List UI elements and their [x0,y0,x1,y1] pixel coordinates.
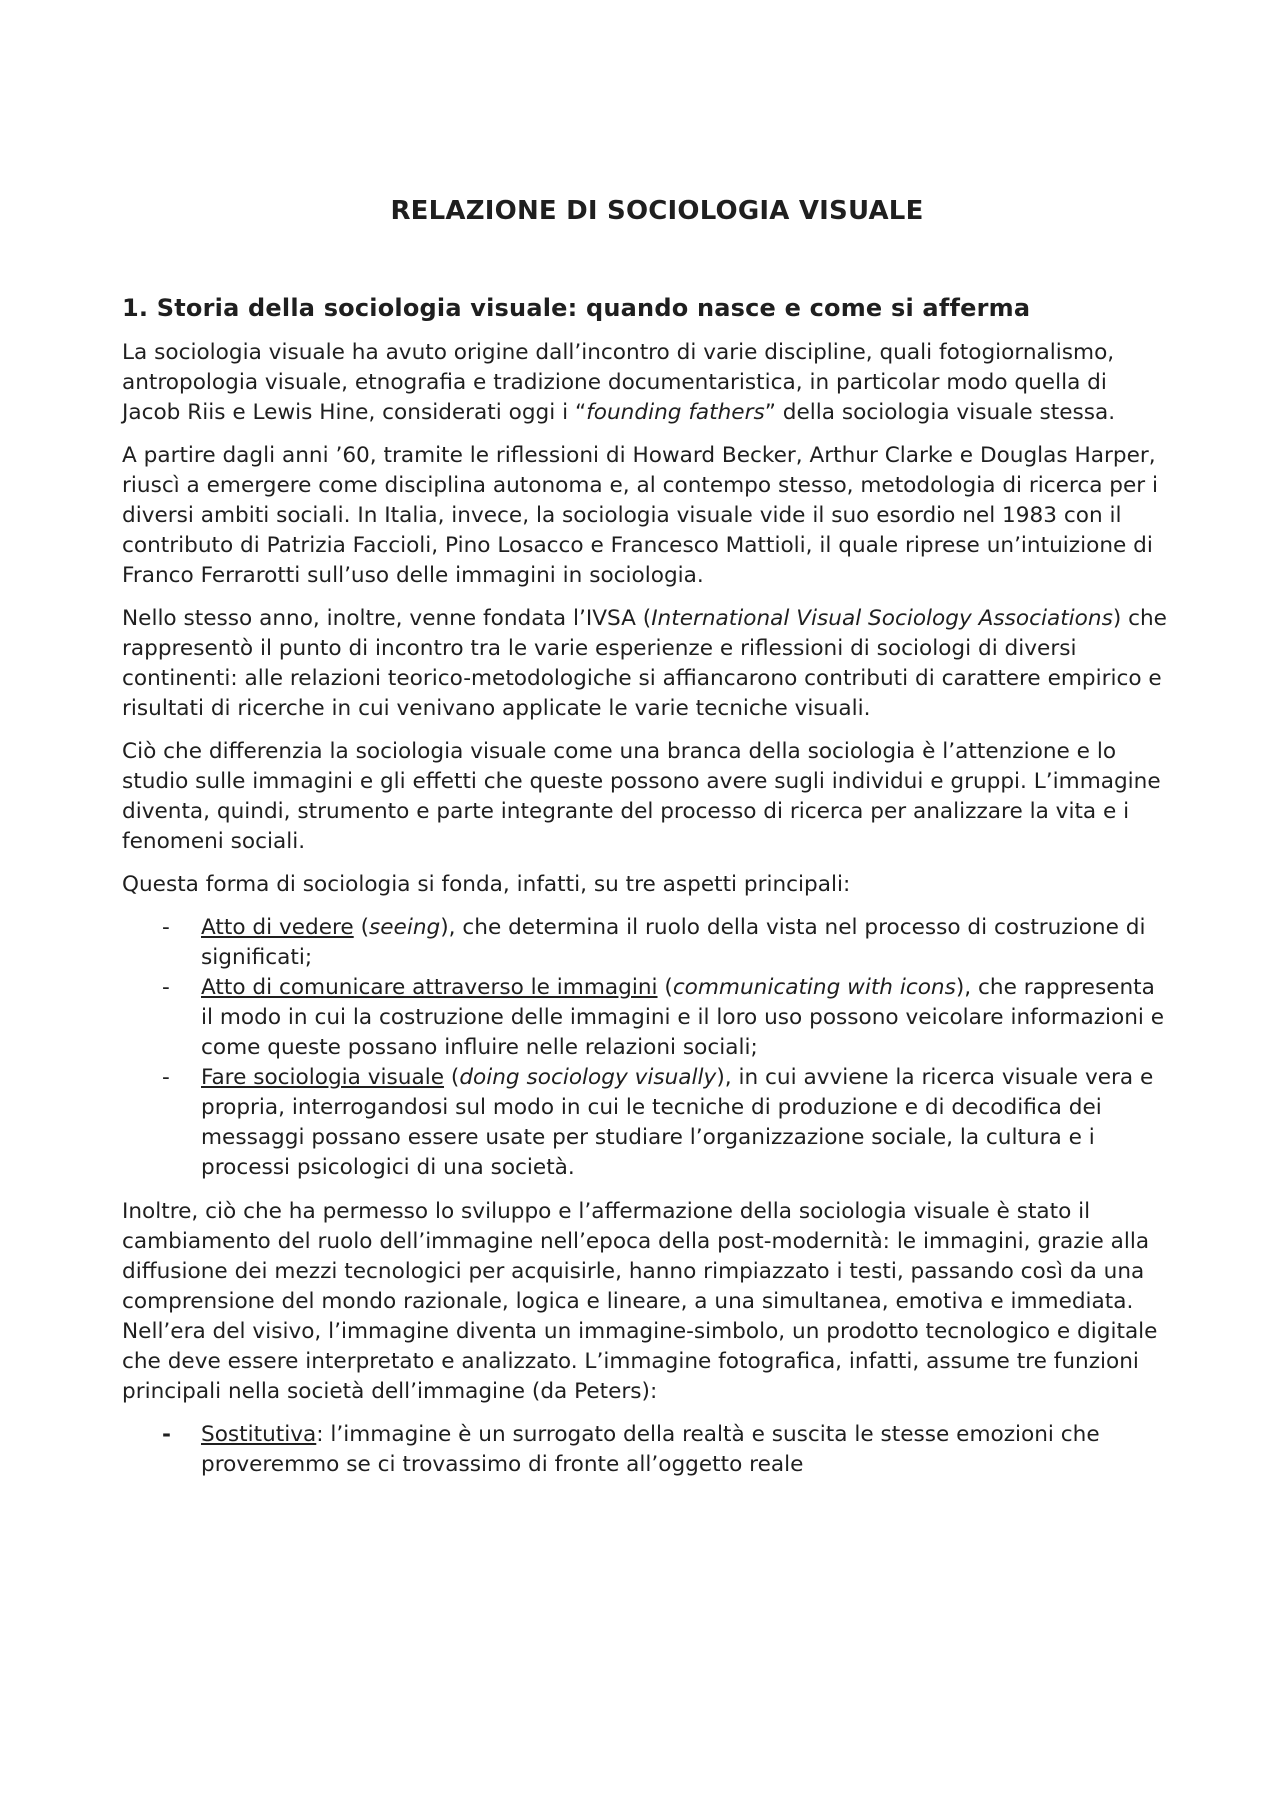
list-item: - Sostitutiva: l’immagine è un surrogato della realtà e suscita le stesse emozioni che proveremmo se ci trovassimo di fronte all’oggetto reale [162,1422,1100,1477]
aspects-list [122,913,1172,1183]
list-item: - Fare sociologia visuale (doing sociology visually), in cui avviene la ricerca visuale vera e propria, interrogandosi sul modo in cui le tecniche di produzione e di decodifica dei messaggi possano essere usate per studiare l’organizzazione sociale, la cultura e i processi psicologici di una società. [162,1065,1154,1180]
underlined-term: Atto di vedere [201,915,354,940]
dash-bullet: - [162,975,170,1000]
italic-term: International Visual Sociology Associations [651,606,1113,631]
list-item: - Atto di comunicare attraverso le immagini (communicating with icons), che rappresenta il modo in cui la costruzione delle immagini e il loro uso possono veicolare informazioni e come queste possano influire nelle relazioni sociali; [162,975,1165,1060]
document-page [122,196,1172,1494]
italic-term: communicating with icons [672,975,956,1000]
italic-term: seeing [369,915,441,940]
paragraph-postmodernity: Inoltre, ciò che ha permesso lo sviluppo e l’affermazione della sociologia visuale è stato il cambiamento del ruolo dell’immagine nell’epoca della post-modernità: le immagini, grazie alla diffusione dei mezzi tecnologici per acquisirle, hanno rimpiazzato i testi, passando così da una comprensione del mondo razionale, logica e lineare, a una simultanea, emotiva e immediata. Nell’era del visivo, l’immagine diventa un immagine-simbolo, un prodotto tecnologico e digitale che deve essere interpretato e analizzato. L’immagine fotografica, infatti, assume tre funzioni principali nella società dell’immagine (da Peters): [122,1199,1158,1404]
italic-term: doing sociology visually [459,1065,717,1090]
underlined-term: Sostitutiva [201,1422,317,1447]
paragraph-origins: La sociologia visuale ha avuto origine dall’incontro di varie discipline, quali fotogiornalismo, antropologia visuale, etnografia e tradizione documentaristica, in particolar modo quella di Jacob Riis e Lewis Hine, considerati oggi i “founding fathers” della sociologia visuale stessa. [122,340,1116,425]
paragraph-ivsa: Nello stesso anno, inoltre, venne fondata l’IVSA (International Visual Sociology Associations) che rappresentò il punto di incontro tra le varie esperienze e riflessioni di sociologi di diversi continenti: alle relazioni teorico-metodologiche si affiancarono contributi di carattere empirico e risultati di ricerche in cui venivano applicate le varie tecniche visuali. [122,606,1167,721]
document-title: RELAZIONE DI SOCIOLOGIA VISUALE [390,196,924,226]
dash-bullet: - [162,915,170,940]
functions-list [122,1420,1172,1480]
underlined-term: Fare sociologia visuale [201,1065,445,1090]
section-heading: 1. Storia della sociologia visuale: quando nasce e come si afferma [122,294,1031,322]
paragraph-aspects-intro: Questa forma di sociologia si fonda, infatti, su tre aspetti principali: [122,872,851,897]
dash-bullet: - [162,1065,170,1090]
underlined-term: Atto di comunicare attraverso le immagini [201,975,658,1000]
dash-bullet: - [162,1422,171,1447]
paragraph-difference: Ciò che differenzia la sociologia visuale come una branca della sociologia è l’attenzione e lo studio sulle immagini e gli effetti che queste possono avere sugli individui e gruppi. L’immagine diventa, quindi, strumento e parte integrante del processo di ricerca per analizzare la vita e i fenomeni sociali. [122,739,1161,854]
paragraph-development: A partire dagli anni ’60, tramite le riflessioni di Howard Becker, Arthur Clarke e Douglas Harper, riuscì a emergere come disciplina autonoma e, al contempo stesso, metodologia di ricerca per i diversi ambiti sociali. In Italia, invece, la sociologia visuale vide il suo esordio nel 1983 con il contributo di Patrizia Faccioli, Pino Losacco e Francesco Mattioli, il quale riprese un’intuizione di Franco Ferrarotti sull’uso delle immagini in sociologia. [122,443,1159,588]
list-item: - Atto di vedere (seeing), che determina il ruolo della vista nel processo di costruzione di significati; [162,915,1146,970]
italic-term: founding fathers [586,400,765,425]
